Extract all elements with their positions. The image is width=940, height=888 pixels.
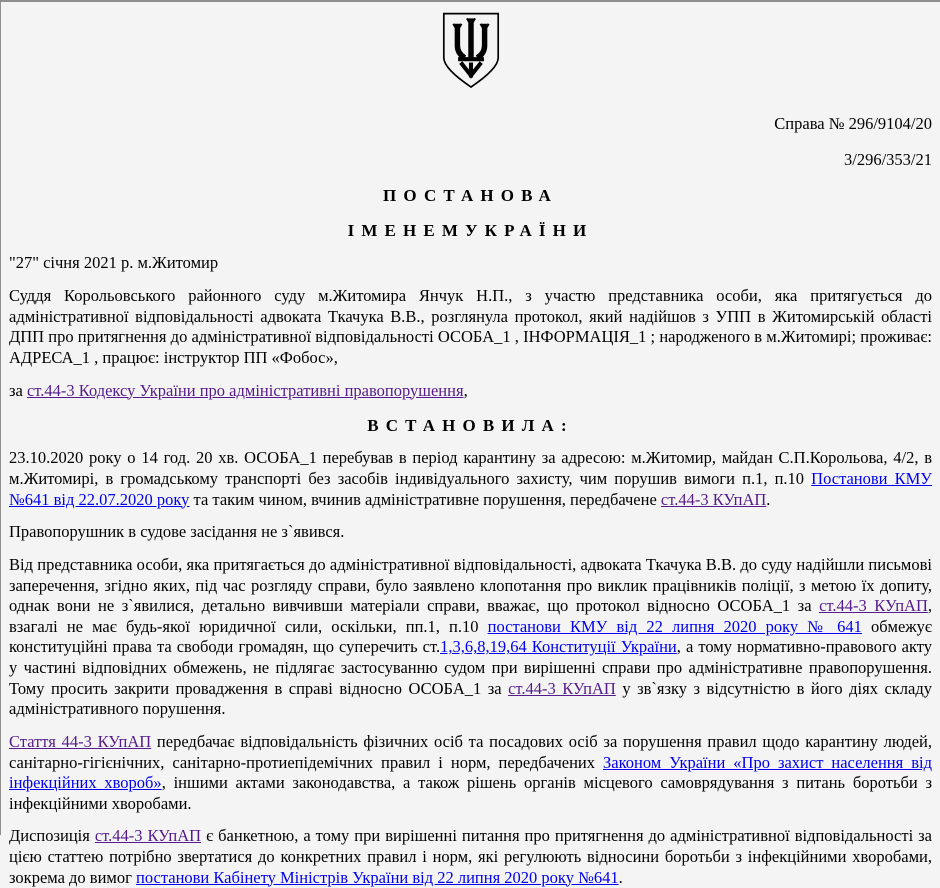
ukraine-coat-of-arms-icon <box>437 10 505 92</box>
legal-reference-link[interactable]: Стаття 44-3 КУпАП <box>9 731 152 751</box>
legal-reference-link[interactable]: Постанови КМУ №641 від 22.07.2020 року <box>9 469 932 509</box>
paragraph-text: . <box>766 489 771 509</box>
paragraph-text: 23.10.2020 року о 14 год. 20 хв. ОСОБА_1 перебував в період карантину за адресою: м.Житомир, майдан С.П.Корольова, 4/2, в м.Житомирі, в громадському транспорті без засобів індивідуального захисту, чим порушив вимоги п.1, п.10 <box>9 448 932 488</box>
case-number: Справа № 296/9104/20 <box>774 113 932 133</box>
document-paragraph <box>9 555 932 720</box>
paragraph-text: передбачає відповідальність фізичних осіб та посадових осіб за порушення правил щодо карантину людей, санітарно-гігієнічних, санітарно-протиепідемічних правил і норм, передбачених <box>9 731 933 772</box>
legal-reference-link[interactable]: ст.44-3 КУпАП <box>819 596 928 616</box>
paragraph-text: , <box>463 380 468 400</box>
paragraph-text: є банкетною, а тому при вирішенні питання про притягнення до адміністративної відповідальності за цією статтею потрібно звертатися до конкретних правил і норм, які регулюють відносини боротьби з інфекційними хворобами, зокрема до вимог <box>9 826 932 887</box>
legal-reference-link[interactable]: Законом України «Про захист населення від інфекційних хвороб» <box>9 752 932 793</box>
paragraph-text: та таким чином, вчинив адміністративне порушення, передбачене <box>189 489 661 509</box>
document-paragraph <box>9 381 932 402</box>
paragraph-text: у зв`язку з відсутністю в його діях складу адміністративного порушення. <box>9 678 932 719</box>
legal-reference-link[interactable]: ст.44-3 КУпАП <box>508 678 616 698</box>
document-paragraph <box>9 253 932 274</box>
document-heading: ПОСТАНОВА <box>383 185 558 205</box>
coat-of-arms-container <box>9 10 932 98</box>
document-paragraph <box>9 522 932 543</box>
paragraph-text: , взагалі не має будь-якої юридичної сили, оскільки, пп.1, п.10 <box>9 596 932 636</box>
paragraph-text: Від представника особи, яка притягається до адміністративної відповідальності, адвоката Ткачука В.В. до суду надійшли письмові заперечення, згідно яких, під час розгляду справи, було заявлено клопотання про виклик працівників поліції, з метою їх допиту, однак вони не з`явилися, детально вивчивши матеріали справи, вважає, що протокол відносно ОСОБА_1 за <box>9 554 932 616</box>
document-paragraph <box>9 286 932 369</box>
document-heading: ВСТАНОВИЛА: <box>367 416 574 436</box>
document-paragraph <box>9 448 932 510</box>
document-heading: ІМЕНЕМУКРАЇНИ <box>347 221 594 241</box>
document-body <box>9 185 932 888</box>
paragraph-text: Правопорушник в судове засідання не з`явився. <box>9 522 345 542</box>
paragraph-text: Диспозиція <box>9 826 95 846</box>
paragraph-text: , іншими актами законодавства, а також рішень органів місцевого самоврядування з питань боротьби з інфекційними хворобами. <box>9 773 932 813</box>
legal-reference-link[interactable]: 1,3,6,8,19,64 Конституції України <box>440 637 677 657</box>
proceeding-number: 3/296/353/21 <box>843 150 932 170</box>
paragraph-text: , а тому нормативно-правового акту у частині відповідних обмежень, не підлягає застосуванню судом при вирішенні справи про адміністративне правопорушення. Тому просить закрити провадження в справі відносно ОСОБА_1 за <box>9 637 933 698</box>
paragraph-text: Суддя Корольовського районного суду м.Житомира Янчук Н.П., з участю представника особи, яка притягується до адміністративної відповідальності адвоката Ткачука В.В., розглянула протокол, який надійшов з УПП в Житомирській області ДПП про притягнення до адміністративної відповідальності ОСОБА_1 , ІНФОРМАЦІЯ_1 ; народженого в м.Житомирі; проживає: АДРЕСА_1 , працює: інструктор ПП «Фобос», <box>9 286 932 367</box>
paragraph-text: "27" січня 2021 р. м.Житомир <box>9 253 219 273</box>
paragraph-text: обмежує конституційні права та свободи громадян, що суперечить ст. <box>9 616 933 657</box>
legal-reference-link[interactable]: ст.44-3 КУпАП <box>94 826 202 846</box>
court-ruling-document <box>1 2 940 888</box>
document-paragraph <box>9 732 932 815</box>
document-paragraph <box>9 826 932 888</box>
paragraph-text: за <box>9 380 27 400</box>
legal-reference-link[interactable]: постанови Кабінету Міністрів України від 22 липня 2020 року №641 <box>136 867 619 887</box>
legal-reference-link[interactable]: ст.44-3 КУпАП <box>660 489 767 509</box>
legal-reference-link[interactable]: постанови КМУ від 22 липня 2020 року № 641 <box>487 616 862 636</box>
legal-reference-link[interactable]: ст.44-3 Кодексу України про адміністративні правопорушення <box>26 380 464 400</box>
paragraph-text: . <box>618 867 623 887</box>
